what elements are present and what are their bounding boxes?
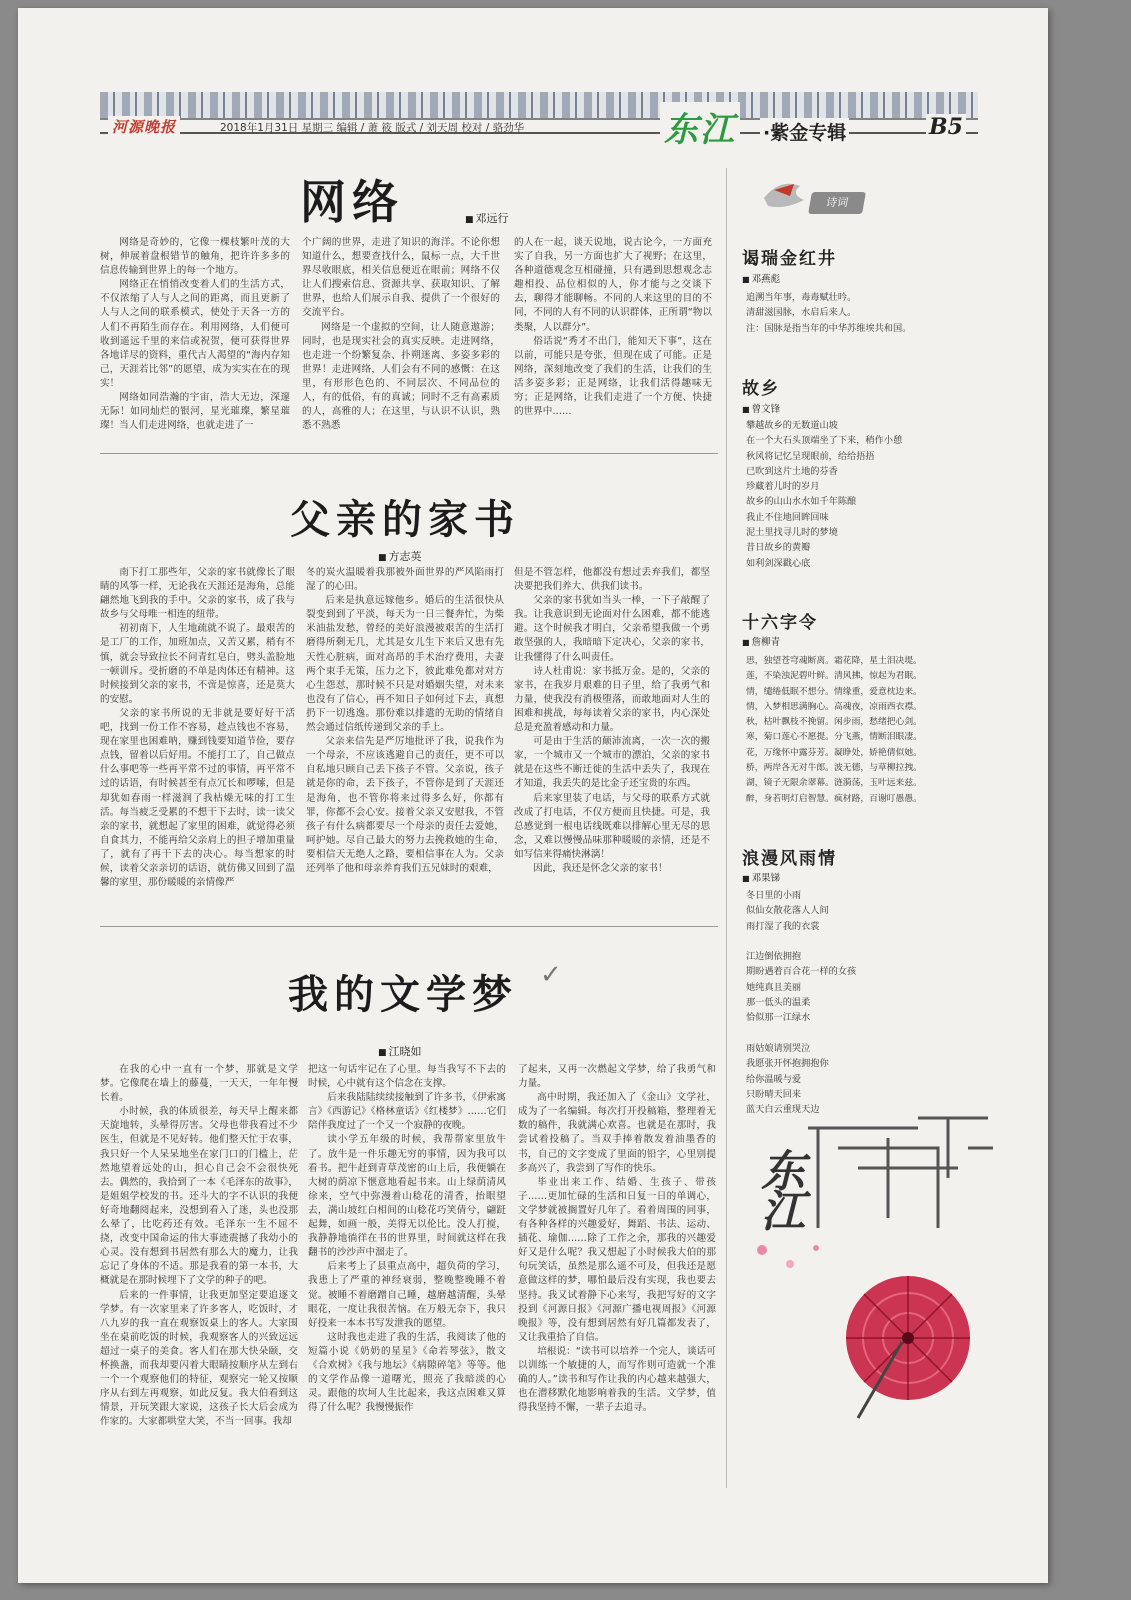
divider (100, 453, 718, 454)
paragraph: 可是由于生活的颠沛流离，一次一次的搬家，一个城市又一个城市的漂泊，父亲的家书就是在这些不断迁徙的生活中丢失了，我现在才知道，我丢失的是比金子还宝贵的东西。 (514, 736, 710, 790)
paragraph: 把这一句话牢记在了心里。每当我写不下去的时候，心中就有这个信念在支撑。 (308, 1064, 506, 1090)
poem-line: 已吹到这片土地的芬香 (746, 465, 838, 477)
poem-line: 桥，两岸各无对牛郎。波无德，与草柳拉拽。 (746, 763, 922, 774)
paragraph: 在我的心中一直有一个梦，那就是文学梦。它像爬在墙上的藤蔓，一天天，一年年慢长着。 (100, 1064, 298, 1104)
poem3-author: ■ 詹柳青 (742, 634, 780, 648)
poem-line: 珍藏着儿时的岁月 (746, 481, 820, 493)
poem-line: 雨姑娘请别哭泣 (746, 1042, 811, 1054)
article1-col3 (514, 236, 712, 436)
poem4-title: 浪漫风雨情 (742, 849, 837, 869)
paragraph: 这时我也走进了我的生活，我阅读了他的短篇小说《奶奶的星星》《命若琴弦》，散文《合欢树》《我与地坛》《病隙碎笔》等等。他的文学作品像一道曙光，照亮了我暗淡的心灵。跟他的坎坷人生比起来，我这点困难又算得了什么呢？我慢慢振作 (308, 1331, 506, 1414)
poem-line: 昔日故乡的黄瓣 (746, 542, 811, 554)
paragraph: 网络如同浩瀚的宇宙，浩大无边，深邃无际！如同灿烂的银河，星光璀璨，繁星璀璨！当人们走进网络，也就走进了一 (100, 392, 290, 432)
paragraph: 毕业出来工作、结婚、生孩子、带孩子……更加忙碌的生活和日复一日的单调心，文学梦就被搁置好几年了。看着周围的同事，有各种各样的兴趣爱好，舞蹈、书法、运动、插花、瑜伽……除了工作之余，那我的兴趣爱好又是什么呢？我又想起了小时候我大伯的那句玩笑话，虽然是那么遥不可及，但我还是愿意做这样的梦，哪怕最后没有实现，我也要去坚持。我又试着静下心来写，我把写好的文字投到《河源日报》《河源广播电视周报》《河源晚报》等，没有想到居然有好几篇都发表了，又让我重拾了自信。 (518, 1176, 716, 1343)
article3-col3 (518, 1063, 716, 1485)
article2-col1 (100, 566, 295, 916)
paragraph: 后来是执意远嫁他乡。婚后的生活很快从裂变到到了平淡，每天为一日三餐奔忙，为柴米油盐发愁，曾经的美好浪漫被艰苦的生活打磨得所剩无几，尤其是女儿生下来后又患有先天性心脏病，面对高昂的手术治疗费用，夫妻两个束手无策，压力之下，彼此难免都对对方心生怨怼，那时候不只是对婚姻失望，对未来也没有了信心，再不知日子如何过下去，真想扔下一切逃逸。那份难以排遣的无助的情绪自然会通过信纸传递到父亲的手上。 (306, 595, 504, 734)
paragraph: 个广阔的世界，走进了知识的海洋。不论你想知道什么，想要查找什么，鼠标一点，大千世界尽收眼底，相关信息便近在眼前；网络不仅让人们搜索信息、资源共享、获取知识、了解世界，也给人们展示自我、提供了一个很好的交流平台。 (302, 237, 500, 319)
masthead-info: 2018年1月31日 星期三 编辑 / 萧 筱 版式 / 刘天周 校对 / 骆劲华 (220, 122, 525, 134)
paragraph: 父亲的家书犹如当头一棒，一下子敲醒了我。让我意识到无论面对什么困难，都不能逃避。这个时候我才明白，父亲希望我做一个勇敢坚强的人，我暗暗下定决心，父亲的家书，让我懂得了什么叫责任。 (514, 595, 710, 663)
paragraph: 小时候，我的体质很差，每天早上醒来都天旋地转，头晕得厉害。父母也带我看过不少医生，但就是不见好转。他们整天忙于农事，我只好一个人呆呆地坐在家门口的门槛上，茫然地望着远处的山，担心自己会不会很快死去。偶然的，我拾到了一本《毛泽东的故事》，是姐姐学校发的书。还斗大的字不认识的我便好奇地翻阅起来，没想到看入了迷，头也没那么晕了，比吃药还有效。毛泽东一生不屈不挠，改变中国命运的伟大事迹震撼了我幼小的心灵。没有想到书居然有那么大的魔力，让我忘记了身体的不适。那是我看的第一本书，大概就是在那时候埋下了文学的种子的吧。 (100, 1106, 298, 1287)
poem-line (746, 1026, 856, 1041)
masthead (100, 92, 978, 152)
poem-line: 情，入梦相思满胸心。高魂夜，凉雨西衣襟。 (746, 701, 922, 712)
poem3-body (746, 654, 922, 807)
paragraph: 冬的炭火温暖着我那被外面世界的严风陷雨打湿了的心田。 (306, 567, 504, 593)
paragraph: 读小学五年级的时候，我帮帮家里放牛了。放牛是一件乐趣无穷的事情，因为我可以看书。把牛赶到青草茂密的山上后，我便躺在大树的荫凉下惬意地看起书来。山上绿荫清风徐来，空气中弥漫着山稔花的清香，抬眼望去，满山坡红白相间的山稔花巧笑倩兮，翩跹起舞，如画一般，美得无以伦比。没人打搅，我静静地徜徉在书的世界里，时间就这样在我翻书的沙沙声中溜走了。 (308, 1134, 506, 1259)
poem-line: 似仙女散花落人人间 (746, 905, 829, 917)
article2-col3 (514, 566, 710, 916)
calligraphy-signature: 东江 (753, 1148, 804, 1228)
paragraph: 网络是奇妙的，它像一棵枝繁叶茂的大树，伸展着盘根错节的触角，把许许多多的信息传输到世界上的每一个地方。 (100, 237, 290, 277)
article3-byline: ■ 江晓如 (378, 1043, 422, 1059)
poem-line: 蓝天白云重现天边 (746, 1104, 820, 1116)
handwritten-check-mark: ✓ (540, 960, 562, 990)
flower-petals-icon (750, 1238, 830, 1278)
divider (100, 926, 718, 927)
poem-line: 给你温暖与爱 (746, 1073, 802, 1085)
poem-line: 江边倒依拥抱 (746, 951, 802, 963)
poem2-body (746, 418, 902, 571)
poem-line: 莲，不染浊泥碧叶鲜。清风拂，惊起为君眠。 (746, 671, 922, 682)
paragraph: 网络是一个虚拟的空间，让人随意遨游；同时，也是现实社会的真实反映。走进网络，也走进一个纷繁复杂、扑朔迷离、多姿多彩的世界！走进网络，人们会有不同的感慨：在这里，有形形色色的、不同层次、不同品位的人，有的低俗，有的真诚；同时不乏有高素质的人，高雅的人；在这里，与认识不认识，熟悉不熟悉 (302, 321, 500, 432)
paragraph: 了起来，又再一次燃起文学梦，给了我勇气和力量。 (518, 1064, 716, 1090)
article1-title: 网络 (300, 175, 404, 229)
paragraph: 但是不管怎样，他都没有想过丢弃我们，都坚决要把我们养大、供我们读书。 (514, 567, 710, 593)
red-umbrella-illustration (828, 1268, 978, 1428)
poem-line: 清甜滋国脉，水启后来人。 (746, 307, 857, 319)
article1-col1 (100, 236, 290, 436)
poem-line: 我止不住地回眸回味 (746, 511, 829, 523)
poem-line: 她纯真且美丽 (746, 981, 802, 993)
paragraph: 的人在一起，谈天说地，说古论今，一方面充实了自我，另一方面也扩大了视野；在这里，各种道德观念互相碰撞，只有遇到思想观念志趣相投、品位相似的人，你才能与之交谈下去，聊得才能聊畅。不同的人来这里的目的不同，不同的人有不同的认识群体，正所谓“物以类聚，人以群分”。 (514, 237, 712, 333)
poem-line: 我愿张开怀抱拥抱你 (746, 1058, 829, 1070)
poem-line: 泥土里找寻儿时的梦境 (746, 527, 838, 539)
paragraph: 俗话说“秀才不出门，能知天下事”，这在以前，可能只是夸张，但现在成了可能。正是网络，深刻地改变了我们的生活，让我们的生活多姿多彩；正是网络，让我们活得趣味无穷；正是网络，让我们走进了一个方便、快捷的世界中…… (514, 335, 712, 418)
article2-byline: ■ 方志英 (378, 548, 422, 564)
poem-line: 秋风将记忆呈现眼前，给给捂捂 (746, 450, 875, 462)
poem-line: 湖，镜子无限余翠幕。涟漪荡，玉叶远来兹。 (746, 778, 922, 789)
article3-col1 (100, 1063, 298, 1485)
poem4-body (746, 888, 856, 1117)
poem2-title: 故乡 (742, 379, 780, 399)
poem-line: 雨打湿了我的衣裳 (746, 920, 820, 932)
poem-line: 攀越故乡的无数道山坡 (746, 420, 838, 431)
poem-line: 追溯当年事，毒毒赋壮吟。 (746, 292, 857, 303)
poem-line: 冬日里的小雨 (746, 890, 802, 901)
paragraph: 后来考上了县重点高中，超负荷的学习，我患上了严重的神经衰弱，整晚整晚睡不着觉。被睡不着磨蹭自己睡，越磨越清醒，头晕眼花，一度让我很苦恼。在万般无奈下，我只好投来一本本书写发泄我的愿望。 (308, 1261, 506, 1329)
section-title: ·紫金专辑 (760, 118, 849, 145)
poem-line: 期盼遇着百合花一样的女孩 (746, 966, 857, 978)
page-number: B5 (926, 114, 966, 140)
poetry-badge: 诗词 (808, 192, 866, 214)
edition-title: 东江 (660, 102, 740, 151)
article1-col2 (302, 236, 500, 436)
article2-col2 (306, 566, 504, 916)
article2-title: 父亲的家书 (290, 497, 520, 543)
paragraph: 培根说：“读书可以培养一个完人，谈话可以训练一个敏捷的人，而写作则可造就一个准确的人。”读书和写作让我的内心越来越强大，也在潜移默化地影响着我的生活。文学梦，值得我坚持不懈，一辈子去追寻。 (518, 1345, 716, 1414)
paragraph: 父亲的家书所说的无非就是要好好干活吧，找到一份工作不容易，趁点钱也不容易，现在家里也困难呐，赚到钱要知道节俭，要存点钱，留着以后好用。不能打工了，自己做点什么事吧等一些再平常不过的事情，再平常不过的话语，有时候甚至有点冗长和啰嗦，但是却犹如春雨一样滋润了我枯燥无味的打工生活。每当疲乏受累的不想干下去时，读一读父亲的家书，就想起了家里的困难，就觉得必须自食其力，不能再给父亲肩上的担子增加重量了，就有了再干下去的决心。每当想家的时候，读着父亲亲切的话语，就仿佛又回到了温馨的家里，那份暖暖的亲情像严 (100, 707, 295, 889)
poem-line: 只盼晴天回来 (746, 1088, 802, 1100)
paragraph: 后来我陆陆续续接触到了许多书，《伊索寓言》《西游记》《格林童话》《红楼梦》……它们陪伴我度过了一个又一个寂静的夜晚。 (308, 1092, 506, 1132)
poem1-author: ■ 邓燕彪 (742, 271, 780, 285)
paragraph: 父亲来信先是严厉地批评了我，说我作为一个母亲，不应该逃避自己的责任，更不可以自私地只顾自己丢下孩子不管。父亲说，孩子就是你的命，丢下孩子，不管你是到了天涯还是海角，也不管你将来过得多么好，你都有罪，你都不会心安。接着父亲又安慰我，不管孩子有什么病都要尽一个母亲的责任去爱她，呵护她。尽自己最大的努力去挽救她的生命，要相信天无绝人之路，要相信事在人为。父亲还列举了他和母亲养育我们五兄妹时的艰难， (306, 736, 504, 874)
poem-line: 那一低头的温柔 (746, 997, 811, 1009)
poem-line: 寒，菊口莲心不愿提。分飞燕，情断泪眼凄。 (746, 732, 922, 743)
poem1-body (746, 290, 911, 336)
newspaper-page (18, 8, 1048, 1583)
poem-line: 恰似那一江绿水 (746, 1012, 811, 1024)
newspaper-logo: 河源晚报 (108, 116, 180, 137)
sidebar-rule (726, 168, 727, 1488)
poem-line: 故乡的山山水水如千年陈酿 (746, 496, 857, 508)
poem-line: 秋，枯叶飘枝不挽留。闲步雨，愁绪把心剑。 (746, 717, 922, 728)
paragraph: 因此，我还是怀念父亲的家书！ (533, 862, 668, 874)
article3-col2 (308, 1063, 506, 1485)
poem-line: 思，独望苍穹魂断离。霜花降，星土泪决堤。 (746, 656, 922, 666)
poem-line: 如利剑深戳心底 (746, 557, 811, 569)
paragraph: 后来家里装了电话，与父母的联系方式就改成了打电话，不仅方便而且快捷。可是，我总感觉到一根电话线既难以排解心里无尽的思念，又难以慢慢品味那种暖暖的亲情，还是不如写信来得痛快淋漓！ (514, 792, 710, 860)
paragraph: 后来的一件事情，让我更加坚定要追逐文学梦。有一次家里来了许多客人，吃饭时，才八九岁的我一直在观察饭桌上的客人。大家围坐在桌前吃饭的时候，我观察客人的兴致远远超过一桌子的美食。客人们在那大快朵颐，交杯换盏，而我却要闪着大眼睛按顺序从左到右一个一个观察他们的特征，观察完一轮又按顺序从右到左再观察，如此反复。我大伯看到这情景，开玩笑跟大家说，这孩子长大后会成为作家的。大家都哄堂大笑，不当一回事。我却 (100, 1289, 298, 1428)
poem2-author: ■ 曾文锋 (742, 401, 780, 415)
paragraph: 诗人杜甫说：家书抵万金。是的，父亲的家书，在我岁月艰难的日子里，给了我勇气和力量，使我没有消极堕落，而敢地面对人生的困难和挑战，每每读着父亲的家书，内心深处总是充盈着感动和力量。 (514, 665, 710, 734)
poem-line (746, 934, 856, 949)
poem-line: 在一个大石头顶端坐了下来，稍作小憩 (746, 435, 903, 447)
article1-byline: ■ 邓远行 (465, 210, 509, 226)
poem-line: 醉，身若明灯启智慧。疯材路，百谢叮愚愚。 (746, 793, 922, 804)
poem-line: 情，缱绻低眠不想分。情缘重，爱意枕边来。 (746, 686, 922, 697)
article3-title: 我的文学梦 (288, 972, 518, 1018)
poem4-author: ■ 邓果锑 (742, 870, 780, 884)
masthead-pattern (100, 92, 978, 120)
paragraph: 初初南下，人生地疏就不说了。最艰苦的是工厂的工作，加班加点，又苦又累，稍有不慎，就会导致拉长不问青红皂白，劈头盖脸地一顿训斥。受折磨的不单是肉体还有精神。这时候接到父亲的家书，不啻是惊喜，还是莫大的安慰。 (100, 623, 295, 705)
chinese-window-illustration (798, 1108, 998, 1228)
paragraph: 网络正在悄悄改变着人们的生活方式，不仅浓缩了人与人之间的距离，而且更新了人与人之间的联系模式，使处于天各一方的人们不再陌生而存在。利用网络，人们便可收到遥远千里的来信或祝贺，便可获得世界各地详尽的资料，重代古人渴望的“海内存知己，天涯若比邻”的愿望，成为实实在在的现实！ (100, 279, 290, 389)
poem-line: 花，万缘怀中露芬芳。凝睁处，娇艳倩似她。 (746, 747, 922, 758)
poem-line: 注：国脉是指当年的中华苏维埃共和国。 (746, 322, 912, 334)
paragraph: 南下打工那些年，父亲的家书就像长了眼睛的风筝一样，无论我在天涯还是海角，总能翩然地飞到我的手中。父亲的家书，成了我与故乡与父母唯一相连的纽带。 (100, 567, 295, 621)
paragraph: 高中时期，我还加入了《金山》文学社，成为了一名编辑。每次打开投稿箱，整理着无数的稿件，我就满心欢喜。也就是在那时，我尝试着投稿了。当双手捧着散发着油墨香的书，自己的文字变成了里面的铅字，心里别提多高兴了，我尝到了写作的快乐。 (518, 1092, 716, 1174)
poem3-title: 十六字令 (742, 613, 818, 633)
poem1-title: 谒瑞金红井 (742, 249, 837, 269)
